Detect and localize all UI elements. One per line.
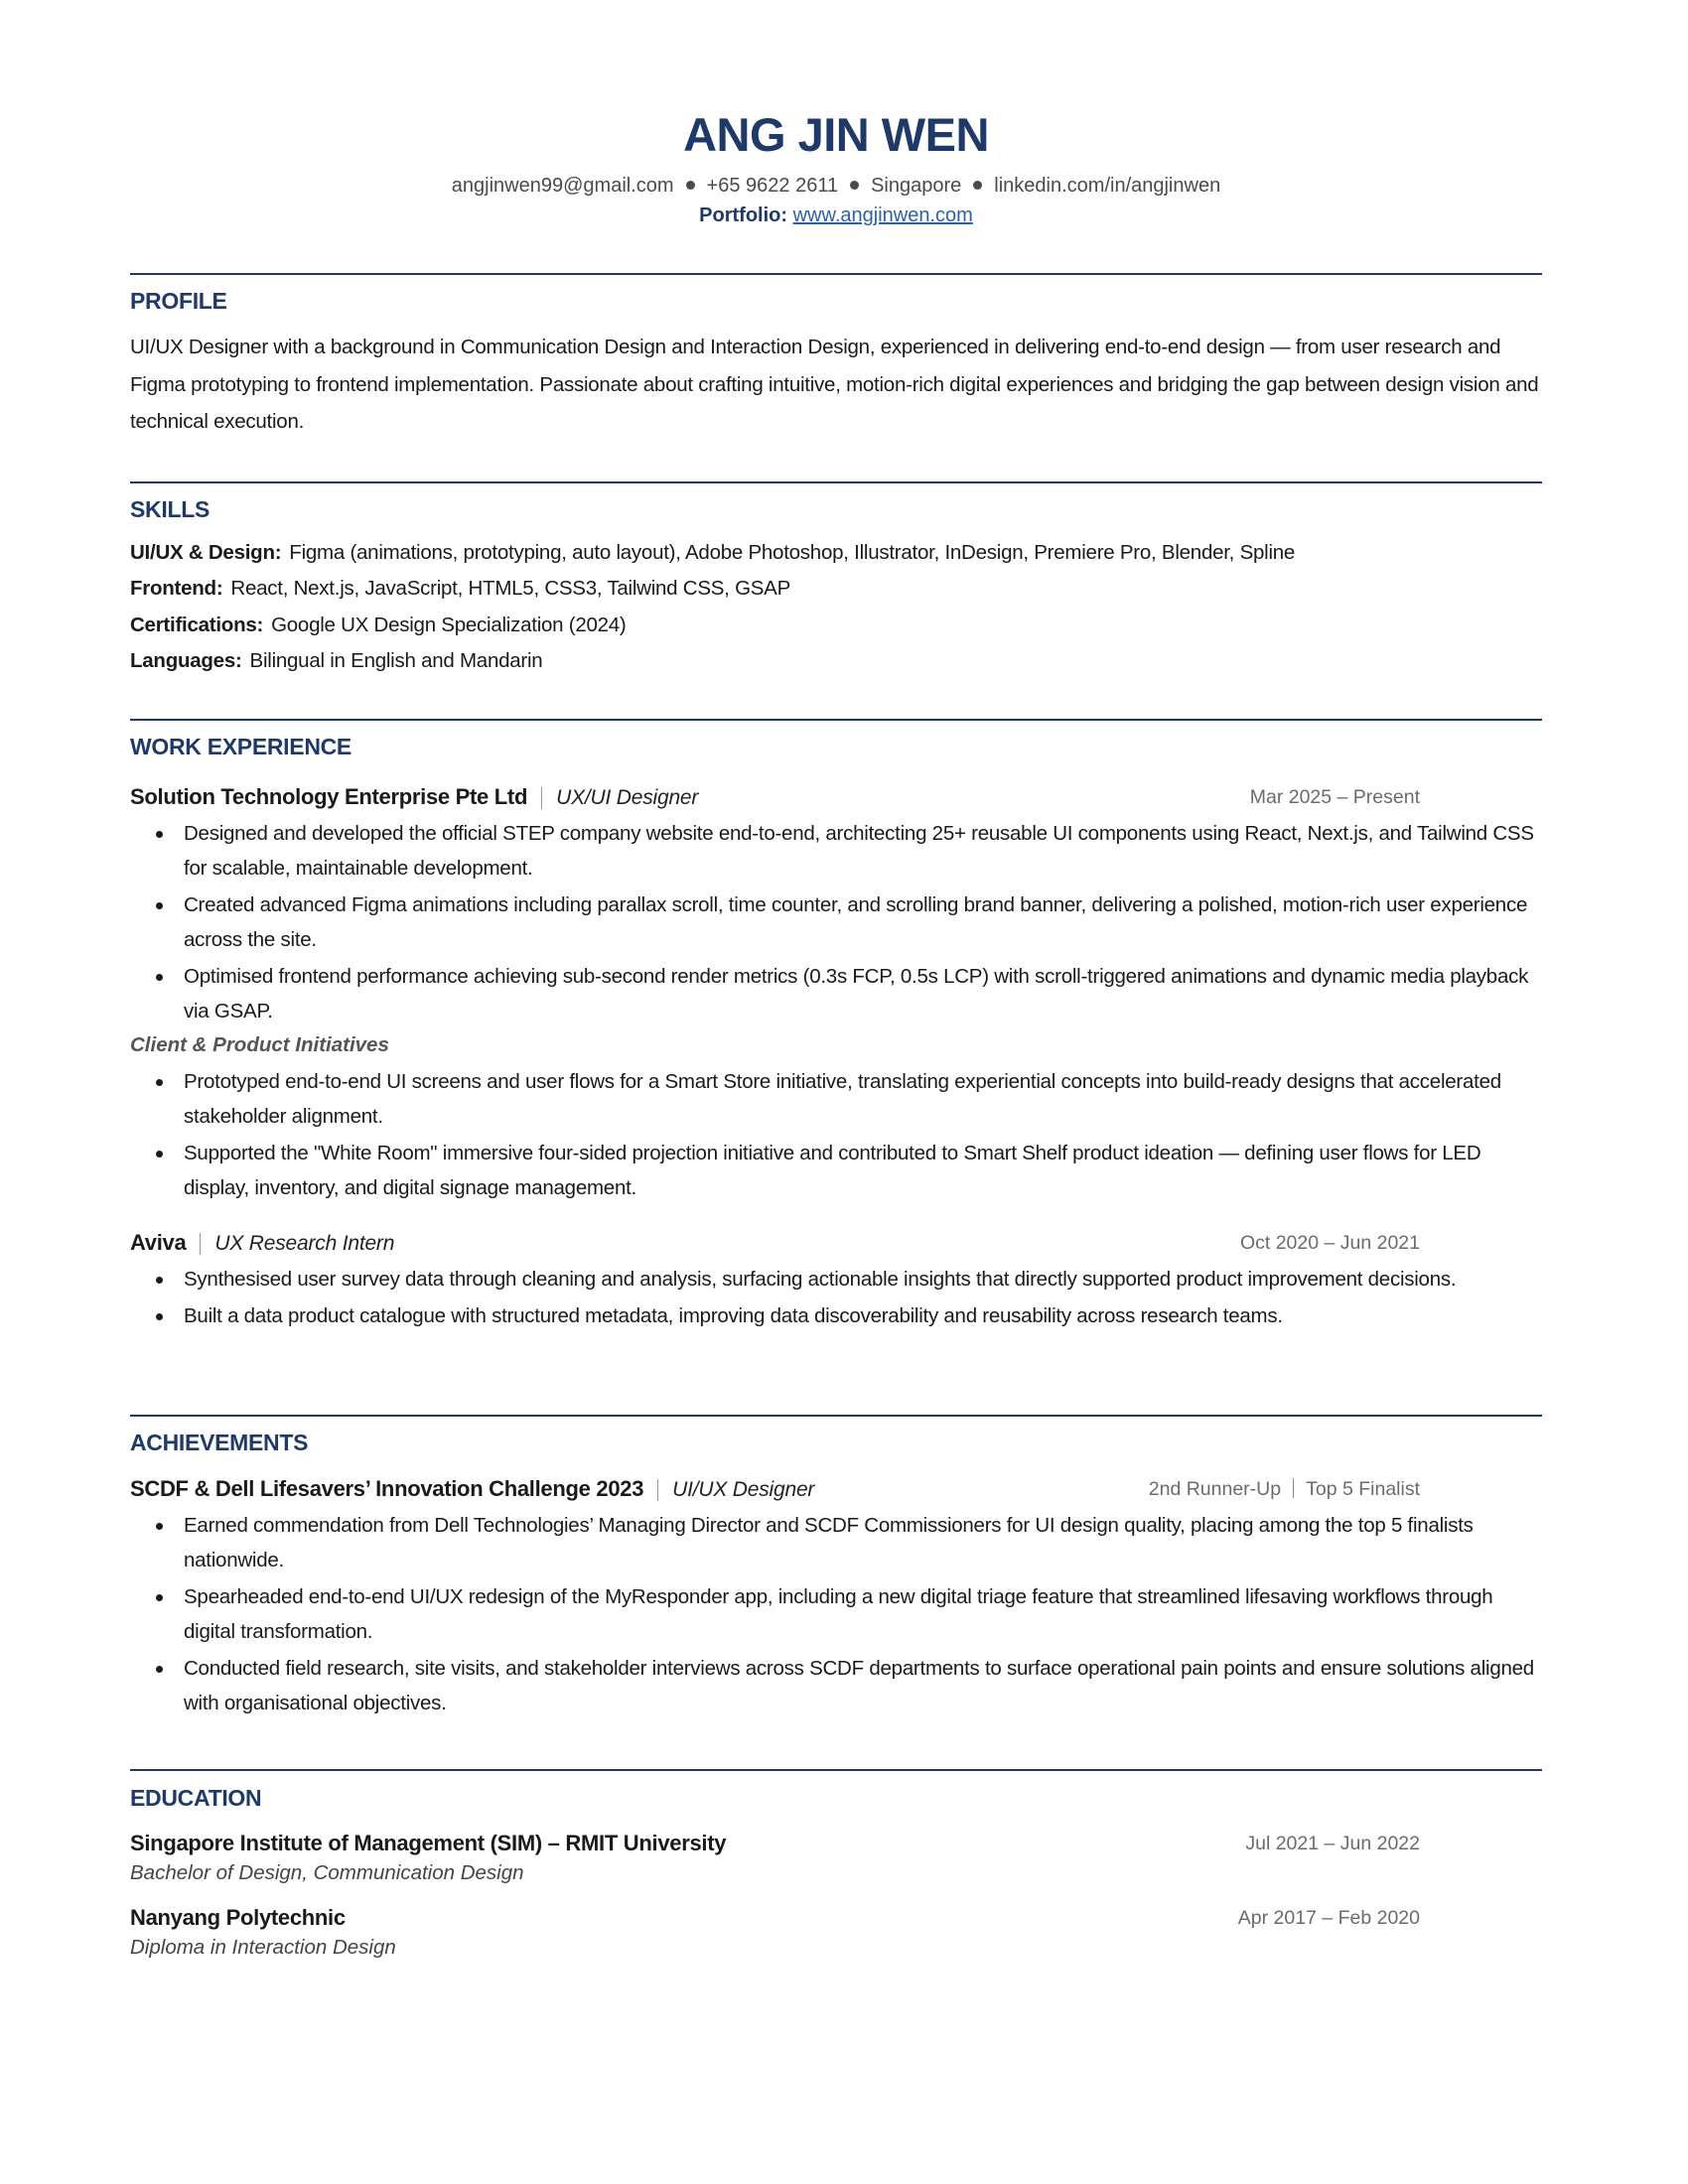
bullet-icon xyxy=(156,1313,163,1320)
bullet-icon xyxy=(156,1079,163,1086)
bullet-icon xyxy=(156,974,163,981)
section-title-profile: PROFILE xyxy=(130,288,227,314)
phone[interactable]: +65 9622 2611 xyxy=(706,175,839,197)
achievement-bullets xyxy=(130,1508,1542,1720)
bullet-separator-icon xyxy=(686,181,695,190)
degree: Bachelor of Design, Communication Design xyxy=(130,1861,524,1884)
bullet-separator-icon xyxy=(973,181,982,190)
bullet-icon xyxy=(156,902,163,909)
bullet-text: Earned commendation from Dell Technologies’ Managing Director and SCDF Commissioners for UI design quality, placing among the top 5 finalists nationwide. xyxy=(184,1514,1474,1571)
section-title-skills: SKILLS xyxy=(130,496,210,522)
job-date: Oct 2020 – Jun 2021 xyxy=(1239,1232,1420,1254)
job-date: Mar 2025 – Present xyxy=(1249,786,1420,808)
job-role: UX Research Intern xyxy=(214,1232,395,1255)
skill-label: Frontend: xyxy=(130,577,223,601)
bullet-icon xyxy=(156,1277,163,1284)
education-date: Apr 2017 – Feb 2020 xyxy=(1237,1907,1420,1929)
bullet-icon xyxy=(156,1151,163,1158)
skill-label: Languages: xyxy=(130,648,242,672)
list-item xyxy=(130,1579,1542,1649)
bullet-separator-icon xyxy=(850,181,859,190)
job-sub-bullets xyxy=(130,1064,1542,1205)
bullet-icon xyxy=(156,831,163,838)
list-item xyxy=(130,1508,1542,1577)
school-name: Nanyang Polytechnic xyxy=(130,1905,346,1930)
bullet-text: Synthesised user survey data through cleaning and analysis, surfacing actionable insights that directly supported product improvement decisions. xyxy=(184,1268,1457,1291)
achievement-entry xyxy=(130,1474,1542,1722)
skill-value: React, Next.js, JavaScript, HTML5, CSS3, Tailwind CSS, GSAP xyxy=(230,577,791,601)
bullet-text: Designed and developed the official STEP company website end-to-end, architecting 25+ reusable UI components using React, Next.js, and Tailwind CSS for scalable, maintainable development. xyxy=(184,822,1534,880)
company-name: Aviva xyxy=(130,1230,187,1255)
education-entry xyxy=(130,1829,1542,1888)
skill-value: Google UX Design Specialization (2024) xyxy=(271,613,627,636)
section-title-education: EDUCATION xyxy=(130,1785,262,1811)
degree: Diploma in Interaction Design xyxy=(130,1936,396,1959)
skill-row xyxy=(130,608,1542,643)
bullet-icon xyxy=(156,1523,163,1530)
linkedin[interactable]: linkedin.com/in/angjinwen xyxy=(994,175,1221,197)
candidate-name: ANG JIN WEN xyxy=(683,108,989,161)
section-divider xyxy=(130,1769,1542,1771)
bullet-icon xyxy=(156,1666,163,1673)
skill-row xyxy=(130,535,1542,571)
skills-list xyxy=(130,535,1542,679)
education-header xyxy=(130,1829,1542,1858)
list-item xyxy=(130,1136,1542,1205)
divider-bar xyxy=(1293,1478,1294,1498)
resume-header xyxy=(130,107,1542,228)
portfolio-link[interactable]: www.angjinwen.com xyxy=(792,205,973,226)
contact-line xyxy=(130,173,1542,199)
profile-summary: UI/UX Designer with a background in Communication Design and Interaction Design, experienced in delivering end-to-end design — from user research and Figma prototyping to frontend implementation. Passionate about crafting intuitive, motion-rich digital experiences and bridging the gap between design vision and technical execution. xyxy=(130,336,1539,433)
bullet-text: Built a data product catalogue with structured metadata, improving data discoverability and reusability across research teams. xyxy=(184,1304,1283,1327)
list-item xyxy=(130,887,1542,957)
bullet-icon xyxy=(156,1594,163,1601)
job-role: UX/UI Designer xyxy=(556,786,699,809)
list-item xyxy=(130,1651,1542,1720)
skill-label: UI/UX & Design: xyxy=(130,541,282,564)
skill-label: Certifications: xyxy=(130,613,264,636)
company-name: Solution Technology Enterprise Pte Ltd xyxy=(130,784,528,809)
portfolio-label: Portfolio: xyxy=(699,205,788,226)
job-entry xyxy=(130,1228,1542,1335)
list-item xyxy=(130,1298,1542,1333)
list-item xyxy=(130,1262,1542,1297)
achievement-event: SCDF & Dell Lifesavers’ Innovation Challenge 2023 xyxy=(130,1476,644,1501)
job-header xyxy=(130,1228,1542,1258)
education-entry xyxy=(130,1903,1542,1963)
school-name: Singapore Institute of Management (SIM) – RMIT University xyxy=(130,1831,727,1855)
section-title-work: WORK EXPERIENCE xyxy=(130,734,352,759)
skill-row xyxy=(130,571,1542,607)
bullet-text: Prototyped end-to-end UI screens and user flows for a Smart Store initiative, translating experiential concepts into build-ready designs that accelerated stakeholder alignment. xyxy=(184,1070,1501,1128)
list-item xyxy=(130,959,1542,1028)
award-runner-up: 2nd Runner-Up xyxy=(1148,1478,1282,1500)
portfolio-line xyxy=(130,203,1542,228)
award-finalist: Top 5 Finalist xyxy=(1306,1478,1420,1500)
email[interactable]: angjinwen99@gmail.com xyxy=(451,175,674,197)
achievement-awards xyxy=(1149,1474,1420,1504)
education-date: Jul 2021 – Jun 2022 xyxy=(1245,1833,1420,1854)
job-subheading: Client & Product Initiatives xyxy=(130,1033,389,1056)
job-bullets xyxy=(130,816,1542,1028)
list-item xyxy=(130,1064,1542,1134)
section-divider xyxy=(130,273,1542,275)
bullet-text: Optimised frontend performance achieving sub-second render metrics (0.3s FCP, 0.5s LCP) with scroll-triggered animations and dynamic media playback via GSAP. xyxy=(184,965,1529,1023)
skill-value: Bilingual in English and Mandarin xyxy=(249,648,543,672)
resume-page xyxy=(130,0,1542,2184)
job-bullets xyxy=(130,1262,1542,1333)
bullet-text: Created advanced Figma animations including parallax scroll, time counter, and scrolling brand banner, delivering a polished, motion-rich user experience across the site. xyxy=(184,893,1528,951)
section-title-achievements: ACHIEVEMENTS xyxy=(130,1430,309,1455)
bullet-text: Supported the "White Room" immersive four-sided projection initiative and contributed to Smart Shelf product ideation — defining user flows for LED display, inventory, and digital signage management. xyxy=(184,1142,1481,1199)
job-entry xyxy=(130,782,1542,1207)
location: Singapore xyxy=(871,175,962,197)
section-divider xyxy=(130,719,1542,721)
skill-row xyxy=(130,643,1542,679)
section-divider xyxy=(130,481,1542,483)
bullet-text: Spearheaded end-to-end UI/UX redesign of the MyResponder app, including a new digital triage feature that streamlined lifesaving workflows through digital transformation. xyxy=(184,1585,1493,1643)
bullet-text: Conducted field research, site visits, and stakeholder interviews across SCDF departments to surface operational pain points and ensure solutions aligned with organisational objectives. xyxy=(184,1657,1534,1714)
divider-bar xyxy=(541,787,542,809)
divider-bar xyxy=(657,1479,658,1501)
section-divider xyxy=(130,1415,1542,1417)
divider-bar xyxy=(200,1233,201,1255)
job-header xyxy=(130,782,1542,812)
skill-value: Figma (animations, prototyping, auto layout), Adobe Photoshop, Illustrator, InDesign, Premiere Pro, Blender, Spline xyxy=(289,541,1296,564)
education-header xyxy=(130,1903,1542,1933)
achievement-header xyxy=(130,1474,1542,1504)
list-item xyxy=(130,816,1542,886)
achievement-role: UI/UX Designer xyxy=(672,1478,815,1501)
